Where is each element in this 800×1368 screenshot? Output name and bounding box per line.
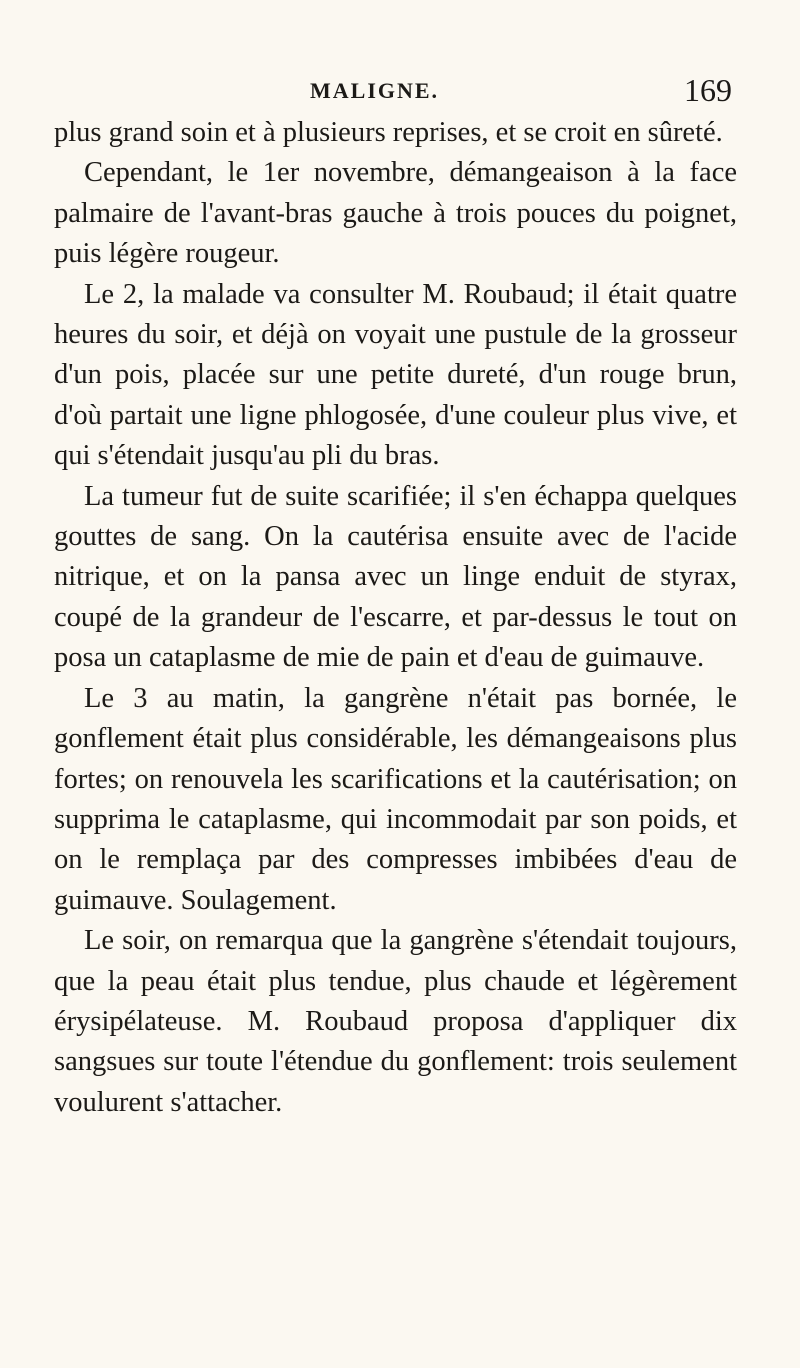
paragraph: Le 2, la malade va consulter M. Roubaud; il était quatre heures du soir, et déjà on voyait une pustule de la grosseur d'un pois, placée sur une petite dureté, d'un rouge brun, d'où partait une ligne phlogosée, d'une couleur plus vive, et qui s'étendait jusqu'au pli du bras. — [54, 278, 737, 472]
paragraph: Le 3 au matin, la gangrène n'était pas bornée, le gonflement était plus considérable, les démangeaisons plus fortes; on renouvela les scarifications et la cautérisation; on supprima le cataplasme, qui incommodait par son poids, et on le remplaça par des compresses imbibées d'eau de guimauve. Soulagement. — [54, 682, 737, 916]
paragraph: Cependant, le 1er novembre, démangeaison à la face palmaire de l'avant-bras gauche à trois pouces du poignet, puis légère rougeur. — [54, 157, 737, 270]
page-number: 169 — [684, 72, 732, 108]
body-text — [54, 113, 737, 1123]
paragraph: plus grand soin et à plusieurs reprises, et se croit en sûreté. — [54, 117, 723, 148]
paragraph: La tumeur fut de suite scarifiée; il s'en échappa quelques gouttes de sang. On la cautérisa ensuite avec de l'acide nitrique, et on la pansa avec un linge enduit de styrax, coupé de la grandeur de l'escarre, et par-dessus le tout on posa un cataplasme de mie de pain et d'eau de guimauve. — [54, 480, 737, 674]
running-title: MALIGNE. — [310, 78, 440, 103]
paragraph: Le soir, on remarqua que la gangrène s'étendait toujours, que la peau était plus tendue, plus chaude et légèrement érysipélateuse. M. Roubaud proposa d'appliquer dix sangsues sur toute l'étendue du gonflement: trois seulement voulurent s'attacher. — [54, 925, 737, 1118]
running-head — [0, 72, 800, 112]
